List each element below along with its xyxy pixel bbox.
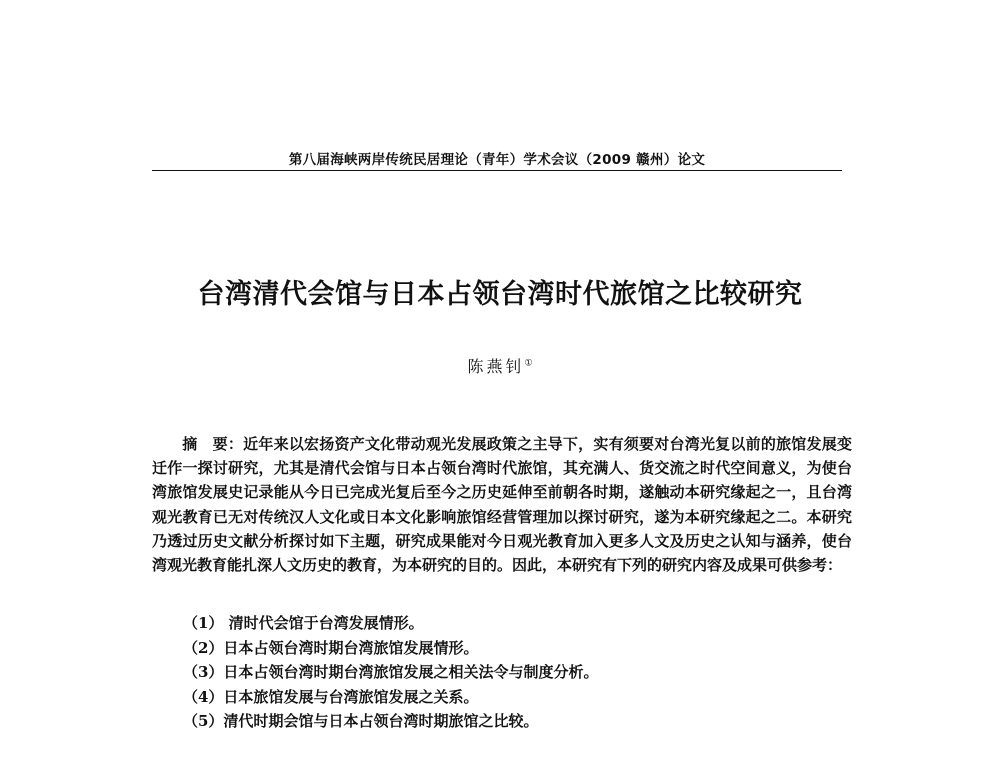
header-rule — [152, 170, 842, 171]
paper-title: 台湾清代会馆与日本占领台湾时代旅馆之比较研究 — [197, 279, 803, 310]
research-items-list — [183, 611, 803, 734]
research-item-5: （5）清代时期会馆与日本占领台湾时期旅馆之比较。 — [183, 712, 539, 731]
author-line — [300, 354, 700, 377]
research-item-3: （3）日本占领台湾时期台湾旅馆发展之相关法令与制度分析。 — [183, 663, 599, 682]
abstract-label: 摘 要： — [182, 435, 244, 453]
abstract-text: 近年来以宏扬资产文化带动观光发展政策之主导下，实有须要对台湾光复以前的旅馆发展变迁作一探讨研究，尤其是清代会馆与日本占领台湾时代旅馆，其充满人、货交流之时代空间意义，为使台湾旅馆发展史记录能从今日已完成光复后至今之历史延伸至前朝各时期，遂触动本研究缘起之一，且台湾观光教育已无对传统汉人文化或日本文化影响旅馆经营管理加以探讨研究，遂为本研究缘起之二。本研究乃透过历史文献分析探讨如下主题，研究成果能对今日观光教育加入更多人文及历史之认知与涵养，使台湾观光教育能扎深人文历史的教育，为本研究的目的。因此，本研究有下列的研究内容及成果可供参考： — [152, 435, 852, 575]
abstract-paragraph — [152, 432, 852, 577]
author-footnote-mark: ① — [524, 358, 533, 369]
research-item-1: （1） 清时代会馆于台湾发展情形。 — [183, 614, 424, 632]
author-name: 陈燕钊 — [467, 357, 525, 376]
running-header: 第八届海峡两岸传统民居理论（青年）学术会议（2009 赣州）论文 — [288, 152, 706, 168]
research-item-2: （2）日本占领台湾时期台湾旅馆发展情形。 — [183, 638, 479, 657]
research-item-4: （4）日本旅馆发展与台湾旅馆发展之关系。 — [183, 687, 479, 706]
